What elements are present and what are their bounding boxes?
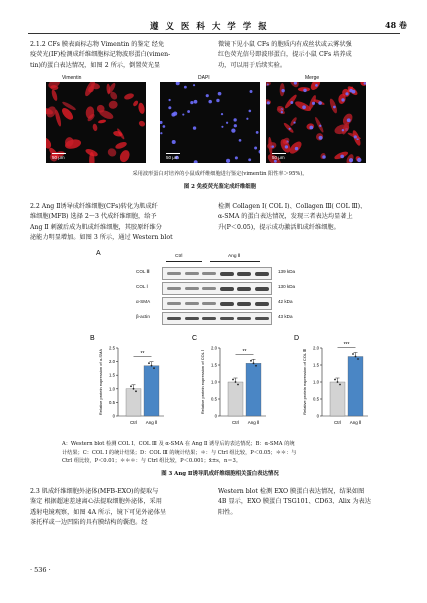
caption-line: Ctrl 组比较，P＜0.01；＊＊＊：与 Ctrl 组比较，P＜0.001；x̄±s，n＝3。	[62, 458, 242, 464]
group-line-ang	[210, 261, 260, 262]
blot-band	[220, 302, 234, 306]
text-line: 疫荧光(IF)检测成纤维细胞标记物波形蛋白(vimen-	[30, 51, 171, 59]
data-point	[337, 381, 339, 383]
blot-band	[237, 287, 251, 291]
blot-kda-label: 130 kDa	[278, 284, 296, 289]
significance-label: **	[140, 351, 145, 358]
blot-band	[185, 272, 199, 275]
x-tick-label: Ang Ⅱ	[247, 420, 260, 425]
y-tick-label: 0.5	[109, 399, 115, 405]
section-23-left	[30, 487, 210, 529]
x-tick-label: Ang Ⅱ	[145, 420, 158, 425]
scale-label: 50 μm	[52, 155, 65, 160]
vimentin-micrograph	[46, 82, 146, 163]
y-tick-label: 0.5	[313, 396, 319, 402]
blot-band	[255, 317, 269, 320]
blot-strip	[162, 297, 272, 310]
scale-bar	[166, 153, 180, 154]
section-23-right	[218, 487, 403, 518]
blot-protein-label: COL Ⅲ	[136, 269, 150, 274]
text-line: 鉴定 根据超速差速离心法提取细胞外泌体，采用	[30, 498, 162, 506]
data-point	[135, 390, 137, 392]
blot-band	[237, 272, 251, 276]
text-line: 2.3 肌成纤维细胞外泌体(MFB-EXO)的提取与	[30, 488, 159, 495]
data-point	[148, 362, 150, 364]
blot-band	[167, 317, 181, 320]
blot-band	[255, 272, 269, 276]
panel-letter: D	[294, 335, 300, 342]
y-tick-label: 2.0	[313, 345, 319, 351]
header-rule	[28, 33, 400, 34]
figure3-caption	[62, 440, 382, 466]
y-tick-label: 0	[316, 413, 319, 419]
page-number: · 536 ·	[30, 566, 51, 574]
blot-band	[167, 287, 181, 290]
bar	[246, 363, 261, 416]
y-axis-label: Relative protein expression of COL Ⅰ	[200, 349, 205, 415]
y-tick-label: 1.5	[211, 362, 217, 368]
data-point	[250, 360, 252, 362]
blot-protein-label: α-SMA	[136, 299, 151, 304]
blot-band	[185, 317, 199, 320]
blot-strip	[162, 312, 272, 325]
text-line: 红色荧光信号即波形蛋白，提示小鼠 CFs 培养成	[218, 51, 352, 59]
blot-strip	[162, 282, 272, 295]
x-tick-label: Ang Ⅱ	[349, 420, 362, 425]
text-line: Western blot 检测 EXO 膜蛋白表达情况，结果如图	[218, 488, 365, 495]
bar	[330, 382, 345, 416]
data-point	[153, 367, 155, 369]
blot-band	[202, 272, 216, 275]
blot-strip	[162, 267, 272, 280]
panel-label-dapi: DAPI	[198, 75, 210, 81]
group-label-ctrl: Ctrl	[175, 254, 183, 259]
blot-band	[220, 317, 234, 320]
data-point	[357, 358, 359, 360]
text-line: Ang Ⅱ 刺激后成为肌成纤维细胞，其胶原纤维分	[30, 223, 162, 231]
text-line: α-SMA 的蛋白表达情况，发现三者表达均显著上	[218, 213, 353, 221]
blot-kda-label: 43 kDa	[278, 314, 293, 319]
y-tick-label: 1.0	[109, 386, 115, 392]
text-line: 检测 Collagen Ⅰ( COL Ⅰ)、Collagen Ⅲ( COL Ⅲ)、	[218, 203, 367, 210]
scale-bar	[52, 153, 66, 154]
significance-label: **	[242, 348, 247, 355]
blot-band	[185, 287, 199, 290]
journal-title: 遵 义 医 科 大 学 学 报	[150, 22, 269, 32]
blot-band	[202, 317, 216, 320]
data-point	[237, 384, 239, 386]
text-line: 2.2 Ang Ⅱ诱导成纤维细胞(CFs)转化为肌成纤	[30, 203, 158, 210]
scale-label: 50 μm	[272, 155, 285, 160]
x-tick-label: Ctrl	[334, 420, 341, 425]
y-tick-label: 1.0	[211, 379, 217, 385]
data-point	[235, 381, 237, 383]
bar	[126, 389, 141, 416]
text-line: tin)的蛋白表达情况，如图 2 所示，倒置荧光显	[30, 61, 161, 69]
blot-band	[202, 287, 216, 290]
figure2-title: 图 2 免疫荧光鉴定成纤维细胞	[183, 184, 257, 190]
text-line: 微镜下见小鼠 CFs 的胞质内有成丝状或云雾状强	[218, 41, 352, 48]
scale-bar	[272, 153, 286, 154]
blot-band	[237, 317, 251, 320]
bar	[144, 366, 159, 416]
text-line: 升(P＜0.05)，提示成功激活肌成纤维细胞。	[218, 223, 340, 231]
text-line: 维细胞(MFB) 选择 2～3 代成纤维细胞，给予	[30, 213, 157, 221]
panel-letter-a: A	[96, 250, 101, 257]
text-line: 透射电镜观察，如图 4A 所示，镜下可见外泌体呈	[30, 508, 167, 516]
data-point	[355, 356, 357, 358]
panel-label-merge: Merge	[305, 75, 320, 81]
y-tick-label: 1.5	[313, 362, 319, 368]
blot-band	[202, 302, 216, 305]
text-line: 功，可以用于后续实验。	[218, 61, 287, 69]
significance-label: ***	[343, 342, 350, 348]
x-tick-label: Ctrl	[130, 420, 137, 425]
data-point	[255, 365, 257, 367]
blot-band	[255, 287, 269, 291]
group-line-ctrl	[166, 261, 202, 262]
blot-protein-label: β-actin	[136, 314, 150, 319]
data-point	[253, 362, 255, 364]
merge-micrograph	[266, 82, 366, 163]
figure2-caption: 采用波形蛋白对培养的小鼠成纤维细胞进行鉴定(vimentin 阳性率＞95%)。	[132, 171, 308, 177]
section-22-left	[30, 202, 210, 244]
caption-line: 计结果；C：COL Ⅰ 的统计结果；D：COL Ⅲ 的统计结果；＊：与 Ctrl 组比较，P＜0.05；＊＊：与	[62, 449, 297, 456]
blot-band	[167, 302, 181, 305]
dapi-micrograph	[160, 82, 260, 163]
text-line: 2.1.2 CFs 膜表面标志物 Vimentin 的鉴定 经免	[30, 41, 165, 48]
blot-band	[220, 272, 234, 276]
text-line: 泌能力明显增加。如图 3 所示，通过 Western blot	[30, 234, 173, 242]
data-point	[232, 379, 234, 381]
y-tick-label: 1.0	[313, 379, 319, 385]
y-tick-label: 2.0	[109, 359, 115, 365]
bar	[228, 382, 243, 416]
bar	[348, 357, 363, 417]
blot-band	[255, 302, 269, 306]
y-tick-label: 0	[214, 413, 217, 419]
blot-band	[220, 287, 234, 291]
text-line: 4B 显示，EXO 膜蛋白 TSG101、CD63、Alix 为表达	[218, 498, 371, 506]
data-point	[334, 379, 336, 381]
data-point	[130, 385, 132, 387]
panel-letter: C	[192, 335, 198, 342]
y-tick-label: 1.5	[109, 372, 115, 378]
y-axis-label: Relative protein expression of COL Ⅲ	[302, 349, 307, 415]
y-tick-label: 0.5	[211, 396, 217, 402]
blot-protein-label: COL Ⅰ	[136, 284, 148, 289]
panel-label-vimentin: Vimentin	[62, 75, 82, 81]
blot-band	[167, 272, 181, 275]
blot-kda-label: 139 kDa	[278, 269, 296, 274]
y-tick-label: 0	[112, 413, 115, 419]
x-tick-label: Ctrl	[232, 420, 239, 425]
data-point	[339, 384, 341, 386]
data-point	[151, 365, 153, 367]
caption-line: A：Western blot 检测 COL Ⅰ、COL Ⅲ 及 α-SMA 在 Ang Ⅱ 诱导后的表达情况；B：α-SMA 的统	[62, 441, 295, 447]
section-212-right	[218, 40, 403, 71]
data-point	[133, 388, 135, 390]
text-line: 茶托样或一边凹陷的具有膜结构的囊泡。经	[30, 519, 148, 527]
section-212-left	[30, 40, 210, 71]
y-tick-label: 2.0	[211, 345, 217, 351]
scale-label: 50 μm	[166, 155, 179, 160]
group-label-ang: Ang Ⅱ	[228, 254, 241, 259]
blot-band	[185, 302, 199, 305]
data-point	[352, 353, 354, 355]
volume-label: 48 卷	[385, 20, 407, 30]
text-line: 阳性。	[218, 508, 237, 516]
bar-charts	[0, 330, 427, 440]
blot-kda-label: 42 kDa	[278, 299, 293, 304]
blot-band	[237, 302, 251, 306]
section-22-right	[218, 202, 403, 233]
figure3-title: 图 3 Ang Ⅱ诱导肌成纤维细胞相关蛋白表达情况	[161, 471, 279, 477]
panel-letter: B	[90, 335, 95, 342]
y-axis-label: Relative protein expression of α-SMA	[98, 348, 103, 416]
y-tick-label: 2.5	[109, 345, 115, 351]
